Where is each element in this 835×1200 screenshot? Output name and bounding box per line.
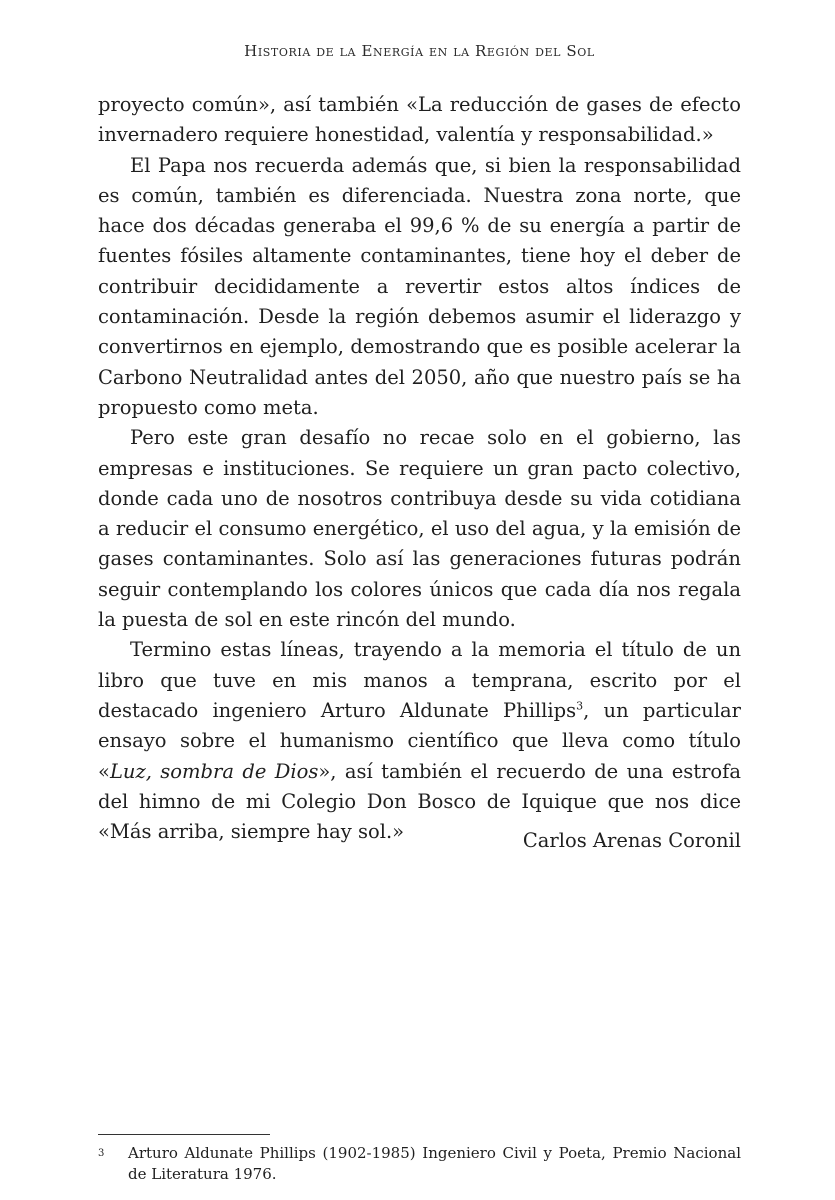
paragraph-conclusion-part2: , un particular ensayo sobre el humanismo científico que lleva como título « bbox=[98, 698, 741, 783]
footnote-reference[interactable]: 3 bbox=[576, 699, 584, 713]
body-text bbox=[98, 90, 741, 847]
paragraph-responsabilidad: El Papa nos recuerda además que, si bien la responsabilidad es común, también es diferenciada. Nuestra zona norte, que hace dos décadas generaba el 99,6 % de su energía a partir de fuentes fósiles altamente contaminantes, tiene hoy el deber de contribuir decididamente a revertir estos altos índices de contaminación. Desde la región debemos asumir el liderazgo y convertirnos en ejemplo, demostrando que es posible acelerar la Carbono Neutralidad antes del 2050, año que nuestro país se ha propuesto como meta. bbox=[98, 153, 741, 419]
running-header: Historia de la Energía en la Región del Sol bbox=[244, 42, 595, 60]
footnote-text: Arturo Aldunate Phillips (1902-1985) Ingeniero Civil y Poeta, Premio Nacional de Literatura 1976. bbox=[128, 1144, 741, 1183]
paragraph-continuation: proyecto común», así también «La reducción de gases de efecto invernadero requiere honestidad, valentía y responsabilidad.» bbox=[98, 93, 741, 147]
paragraph-conclusion bbox=[98, 635, 741, 847]
paragraph-pacto-colectivo: Pero este gran desafío no recae solo en el gobierno, las empresas e instituciones. Se requiere un gran pacto colectivo, donde cada uno de nosotros contribuya desde su vida cotidiana a reducir el consumo energético, el uso del agua, y la emisión de gases contaminantes. Solo así las generaciones futuras podrán seguir contemplando los colores únicos que cada día nos regala la puesta de sol en este rincón del mundo. bbox=[98, 426, 741, 632]
paragraph-conclusion-part1: Termino estas líneas, trayendo a la memoria el título de un libro que tuve en mis manos a temprana, escrito por el destacado ingeniero Arturo Aldunate Phillips bbox=[98, 638, 741, 722]
footnote-number: 3 bbox=[98, 1148, 105, 1159]
footnote bbox=[98, 1143, 741, 1185]
footnote-divider bbox=[98, 1134, 270, 1135]
paragraph-conclusion-part3: », así también el recuerdo de una estrofa del himno de mi Colegio Don Bosco de Iquique que nos dice «Más arriba, siempre hay sol.» bbox=[98, 759, 741, 844]
book-title: Luz, sombra de Dios bbox=[109, 759, 319, 783]
author-signature: Carlos Arenas Coronil bbox=[522, 829, 741, 852]
